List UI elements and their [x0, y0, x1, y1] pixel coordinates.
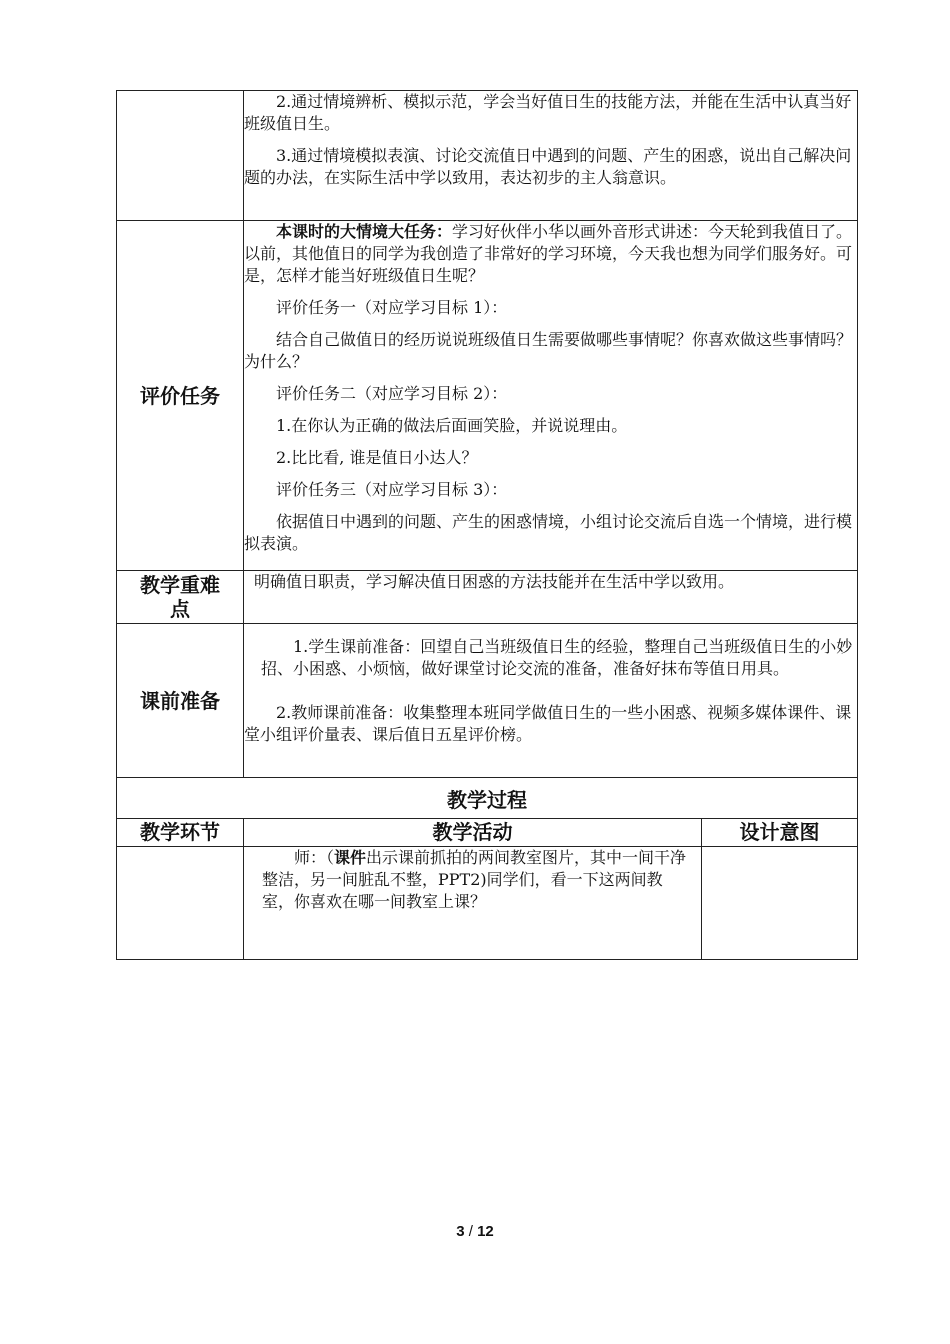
page-total: 12	[477, 1223, 494, 1240]
activity-cell	[244, 847, 702, 960]
col-header-stage: 教学环节	[117, 819, 244, 847]
task3-text: 依据值日中遇到的问题、产生的困惑情境，小组讨论交流后自选一个情境，进行模拟表演。	[244, 512, 853, 553]
big-task-label: 本课时的大情境大任务：	[276, 222, 453, 241]
process-header-row	[117, 819, 858, 847]
task3-title: 评价任务三（对应学习目标 3）：	[276, 480, 508, 499]
evaluation-label: 评价任务	[117, 221, 244, 571]
preparation-label: 课前准备	[117, 624, 244, 778]
stage-cell	[117, 847, 244, 960]
big-task-text: 学习好伙伴小华以画外音形式讲述：今天轮到我值日了。以前，其他值日的同学为我创造了非常好的学习环境，今天我也想为同学们服务好。可是，怎样才能当好班级值日生呢？	[244, 222, 853, 285]
page-number	[0, 1223, 950, 1240]
goals-row	[117, 91, 858, 221]
intent-cell	[702, 847, 858, 960]
activity-text	[262, 847, 693, 913]
task2-title: 评价任务二（对应学习目标 2）：	[276, 384, 508, 403]
key-points-label: 教学重难点	[117, 571, 244, 624]
task2-item1: 1.在你认为正确的做法后面画笑脸，并说说理由。	[276, 416, 628, 435]
page-separator: /	[468, 1223, 473, 1240]
preparation-content-cell	[244, 624, 858, 778]
col-header-activity: 教学活动	[244, 819, 702, 847]
goals-label-cell	[117, 91, 244, 221]
teacher-preparation: 2.教师课前准备：收集整理本班同学做值日生的一些小困惑、视频多媒体课件、课堂小组评价量表、课后值日五星评价榜。	[244, 703, 852, 744]
process-row-1	[117, 847, 858, 960]
big-task	[244, 221, 857, 287]
goal-item-2: 2.通过情境辨析、模拟示范，学会当好值日生的技能方法，并能在生活中认真当好班级值日生。	[244, 92, 852, 133]
evaluation-content-cell	[244, 221, 858, 571]
student-preparation: 1.学生课前准备：回望自己当班级值日生的经验，整理自己当班级值日生的小妙招、小困惑、小烦恼，做好课堂讨论交流的准备，准备好抹布等值日用具。	[261, 637, 853, 678]
activity-prefix: 师：（	[294, 848, 335, 867]
task1-text: 结合自己做值日的经历说说班级值日生需要做哪些事情呢？你喜欢做这些事情吗？为什么？	[244, 330, 853, 371]
process-title-row	[117, 778, 858, 819]
col-header-intent: 设计意图	[702, 819, 858, 847]
key-points-row	[117, 571, 858, 624]
preparation-row	[117, 624, 858, 778]
goals-content-cell	[244, 91, 858, 221]
process-title: 教学过程	[117, 778, 858, 819]
evaluation-row	[117, 221, 858, 571]
task1-title: 评价任务一（对应学习目标 1）：	[276, 298, 508, 317]
activity-body: 出示课前抓拍的两间教室图片，其中一间干净整洁，另一间脏乱不整，PPT2)同学们，看一下这两间教室，你喜欢在哪一间教室上课？	[262, 848, 687, 911]
page-current: 3	[456, 1223, 465, 1240]
key-points-text: 明确值日职责，学习解决值日困惑的方法技能并在生活中学以致用。	[244, 571, 858, 624]
activity-bold: 课件	[334, 848, 367, 867]
lesson-plan-table	[116, 90, 858, 960]
goal-item-3: 3.通过情境模拟表演、讨论交流值日中遇到的问题、产生的困惑，说出自己解决问题的办法，在实际生活中学以致用，表达初步的主人翁意识。	[244, 146, 852, 187]
task2-item2: 2.比比看, 谁是值日小达人？	[276, 448, 478, 467]
